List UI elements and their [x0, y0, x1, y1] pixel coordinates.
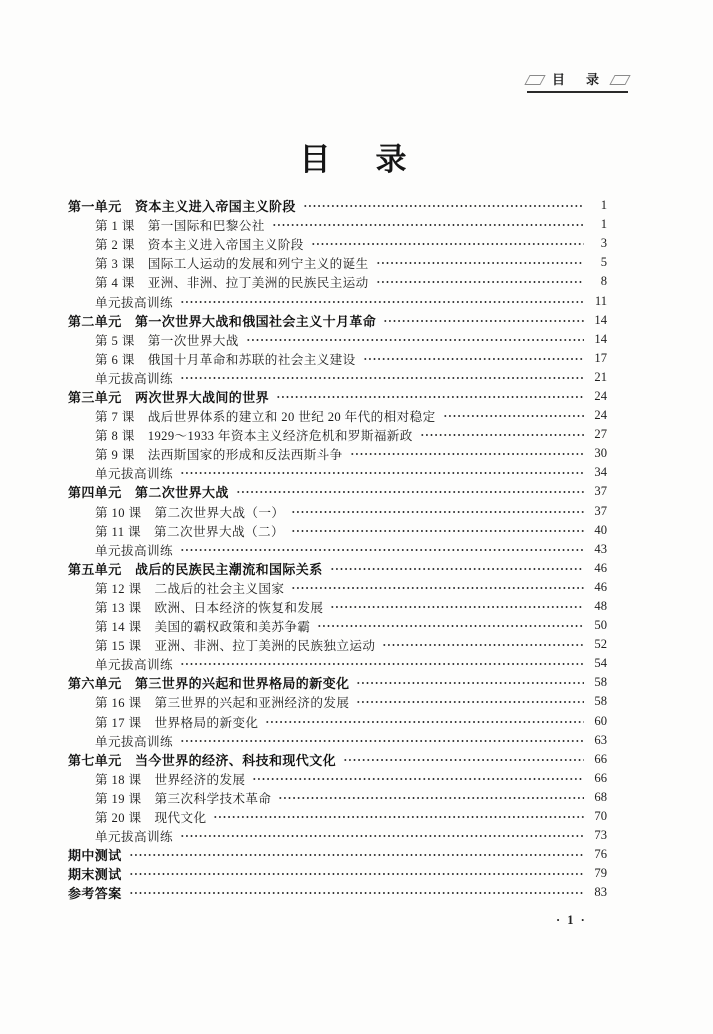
toc-entry: [68, 559, 607, 578]
dot-leader: [236, 487, 584, 497]
toc-entry-page: 5: [600, 255, 607, 270]
running-header: [527, 73, 628, 93]
toc-entry-label: 第 2 课 资本主义进入帝国主义阶段: [95, 238, 304, 253]
toc-entry-page: 24: [594, 408, 607, 423]
dot-leader: [276, 392, 584, 402]
toc-entry-page: 50: [594, 618, 607, 633]
toc-entry-page: 14: [594, 331, 607, 346]
toc-entry-label: 期末测试: [68, 867, 122, 883]
dot-leader: [180, 736, 584, 746]
dot-leader: [180, 659, 584, 669]
dot-leader: [330, 602, 584, 612]
toc-entry-label: 第 17 课 世界格局的新变化: [95, 715, 259, 730]
toc-entry-page: 68: [594, 789, 607, 804]
toc-entry-page: 21: [594, 369, 607, 384]
toc-entry: [68, 883, 607, 902]
dot-leader: [252, 774, 584, 784]
toc-entry-page: 70: [594, 809, 607, 824]
parallelogram-icon: [609, 75, 630, 85]
toc-entry: [68, 291, 607, 310]
toc-entry: [68, 826, 607, 845]
toc-entry-page: 1: [600, 217, 607, 232]
toc-entry: [68, 387, 607, 406]
toc-entry-page: 66: [594, 751, 607, 766]
toc-entry: [68, 272, 607, 291]
toc-entry-page: 37: [594, 503, 607, 518]
toc-entry-page: 34: [594, 465, 607, 480]
toc-entry: [68, 788, 607, 807]
toc-entry-label: 单元拔高训练: [95, 467, 173, 482]
toc-entry-label: 第 5 课 第一次世界大战: [95, 333, 239, 348]
dot-leader: [350, 449, 584, 459]
toc-entry-label: 第四单元 第二次世界大战: [68, 485, 229, 501]
toc-entry-label: 单元拔高训练: [95, 658, 173, 673]
toc-entry: [68, 692, 607, 711]
toc-entry: [68, 349, 607, 368]
toc-entry-label: 单元拔高训练: [95, 371, 173, 386]
dot-leader: [291, 583, 584, 593]
toc-entry: [68, 425, 607, 444]
toc-entry-label: 单元拔高训练: [95, 734, 173, 749]
toc-entry: [68, 311, 607, 330]
toc-entry: [68, 330, 607, 349]
footer-page-number: · 1 ·: [556, 913, 587, 927]
dot-leader: [356, 678, 584, 688]
dot-leader: [343, 755, 584, 765]
toc-entry-page: 17: [594, 350, 607, 365]
toc-entry-page: 27: [594, 427, 607, 442]
toc-entry-label: 第 3 课 国际工人运动的发展和列宁主义的诞生: [95, 257, 369, 272]
toc-entry: [68, 578, 607, 597]
dot-leader: [278, 793, 584, 803]
dot-leader: [129, 869, 584, 879]
toc-entry-page: 76: [594, 847, 607, 862]
toc-entry-label: 第 12 课 二战后的社会主义国家: [95, 581, 285, 596]
toc-entry-page: 43: [594, 541, 607, 556]
toc-entry-label: 第 18 课 世界经济的发展: [95, 772, 246, 787]
toc-entry-page: 66: [594, 770, 607, 785]
toc-entry-page: 46: [594, 579, 607, 594]
toc-entry-page: 63: [594, 732, 607, 747]
toc-entry-label: 第 16 课 第三世界的兴起和亚洲经济的发展: [95, 696, 350, 711]
toc-entry: [68, 654, 607, 673]
dot-leader: [356, 697, 584, 707]
toc-entry: [68, 864, 607, 883]
toc-entry-page: 24: [594, 388, 607, 403]
toc-entry-label: 第 10 课 第二次世界大战（一）: [95, 505, 285, 520]
dot-leader: [330, 564, 584, 574]
parallelogram-icon: [524, 75, 545, 85]
toc-entry: [68, 540, 607, 559]
toc-entry-page: 52: [594, 637, 607, 652]
toc-entry: [68, 196, 607, 215]
toc-entry-label: 第 6 课 俄国十月革命和苏联的社会主义建设: [95, 352, 356, 367]
toc-entry: [68, 463, 607, 482]
toc-entry: [68, 616, 607, 635]
toc-entry: [68, 444, 607, 463]
toc-list: [68, 196, 607, 902]
toc-entry-label: 第六单元 第三世界的兴起和世界格局的新变化: [68, 676, 350, 692]
dot-leader: [363, 354, 584, 364]
dot-leader: [180, 831, 584, 841]
toc-entry-label: 第二单元 第一次世界大战和俄国社会主义十月革命: [68, 313, 377, 329]
toc-entry-page: 60: [594, 713, 607, 728]
toc-entry-page: 58: [594, 675, 607, 690]
toc-entry-label: 第 11 课 第二次世界大战（二）: [95, 524, 284, 539]
toc-entry-label: 第 20 课 现代文化: [95, 811, 207, 826]
toc-entry: [68, 482, 607, 501]
toc-entry-label: 第 4 课 亚洲、非洲、拉丁美洲的民族民主运动: [95, 276, 369, 291]
toc-entry-page: 79: [594, 866, 607, 881]
dot-leader: [180, 373, 584, 383]
dot-leader: [303, 201, 584, 211]
toc-entry-label: 第 19 课 第三次科学技术革命: [95, 791, 272, 806]
toc-entry-page: 37: [594, 484, 607, 499]
toc-entry: [68, 712, 607, 731]
dot-leader: [180, 545, 584, 555]
toc-entry: [68, 215, 607, 234]
toc-entry: [68, 673, 607, 692]
toc-entry: [68, 750, 607, 769]
dot-leader: [246, 335, 584, 345]
toc-entry-page: 3: [600, 236, 607, 251]
toc-entry-label: 第七单元 当今世界的经济、科技和现代文化: [68, 752, 337, 768]
dot-leader: [180, 297, 584, 307]
dot-leader: [376, 258, 584, 268]
dot-leader: [272, 220, 584, 230]
toc-entry: [68, 597, 607, 616]
dot-leader: [291, 507, 584, 517]
toc-entry-page: 30: [594, 446, 607, 461]
toc-entry-label: 单元拔高训练: [95, 295, 173, 310]
toc-entry: [68, 769, 607, 788]
toc-entry-page: 46: [594, 560, 607, 575]
toc-entry-label: 期中测试: [68, 848, 122, 864]
dot-leader: [382, 640, 584, 650]
dot-leader: [291, 526, 584, 536]
toc-entry: [68, 635, 607, 654]
toc-entry: [68, 253, 607, 272]
dot-leader: [383, 316, 584, 326]
toc-entry-label: 第 7 课 战后世界体系的建立和 20 世纪 20 年代的相对稳定: [95, 410, 436, 425]
toc-entry-label: 第五单元 战后的民族民主潮流和国际关系: [68, 561, 323, 577]
dot-leader: [265, 717, 584, 727]
toc-entry-label: 第 15 课 亚洲、非洲、拉丁美洲的民族独立运动: [95, 639, 376, 654]
toc-entry-label: 参考答案: [68, 886, 122, 902]
toc-entry-label: 第 8 课 1929～1933 年资本主义经济危机和罗斯福新政: [95, 429, 413, 444]
toc-entry: [68, 807, 607, 826]
toc-entry-page: 8: [600, 274, 607, 289]
toc-entry: [68, 845, 607, 864]
toc-entry-label: 第 13 课 欧洲、日本经济的恢复和发展: [95, 601, 324, 616]
toc-entry: [68, 406, 607, 425]
toc-entry-label: 第三单元 两次世界大战间的世界: [68, 389, 270, 405]
toc-entry-page: 1: [600, 198, 607, 213]
toc-entry-label: 单元拔高训练: [95, 830, 173, 845]
toc-entry-page: 54: [594, 656, 607, 671]
toc-entry-label: 第一单元 资本主义进入帝国主义阶段: [68, 199, 296, 215]
toc-entry-page: 73: [594, 828, 607, 843]
toc-entry: [68, 731, 607, 750]
dot-leader: [129, 888, 584, 898]
toc-entry-page: 40: [594, 522, 607, 537]
toc-entry-label: 第 1 课 第一国际和巴黎公社: [95, 219, 265, 234]
running-header-title: 目 录: [551, 72, 603, 87]
toc-entry: [68, 368, 607, 387]
toc-entry-page: 48: [594, 599, 607, 614]
toc-entry-label: 单元拔高训练: [95, 543, 173, 558]
dot-leader: [317, 621, 584, 631]
toc-entry: [68, 502, 607, 521]
toc-entry-label: 第 9 课 法西斯国家的形成和反法西斯斗争: [95, 448, 343, 463]
dot-leader: [180, 468, 584, 478]
toc-entry-page: 83: [594, 885, 607, 900]
toc-entry-page: 58: [594, 694, 607, 709]
dot-leader: [376, 277, 584, 287]
toc-entry-page: 14: [594, 312, 607, 327]
dot-leader: [129, 850, 584, 860]
toc-entry-label: 第 14 课 美国的霸权政策和美苏争霸: [95, 620, 311, 635]
dot-leader: [213, 812, 584, 822]
dot-leader: [311, 239, 584, 249]
toc-entry: [68, 234, 607, 253]
toc-entry-page: 11: [594, 293, 607, 308]
page-title: 目 录: [299, 142, 414, 177]
toc-entry: [68, 521, 607, 540]
dot-leader: [420, 430, 584, 440]
dot-leader: [443, 411, 584, 421]
